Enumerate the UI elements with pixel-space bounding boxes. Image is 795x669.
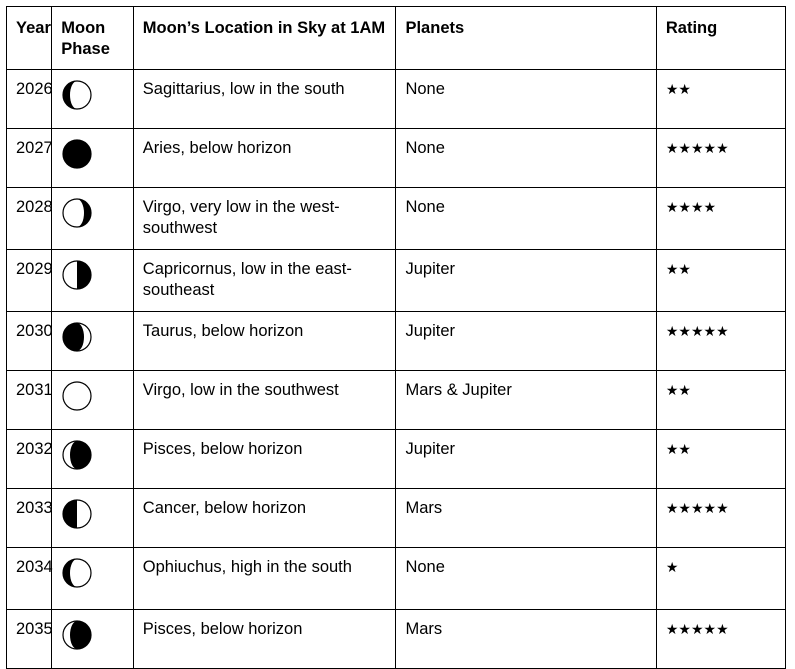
star-rating: ★★	[665, 82, 691, 98]
table-row	[7, 312, 786, 371]
planets-cell: None	[396, 129, 656, 188]
moon-phase-cell	[52, 250, 134, 312]
header-year: Year	[7, 7, 52, 70]
star-rating: ★★★★★	[665, 622, 729, 638]
full-moon-icon	[61, 380, 93, 412]
rating-cell	[656, 430, 785, 489]
waning-crescent-moon-icon	[61, 321, 93, 353]
table-row	[7, 489, 786, 548]
rating-cell	[656, 489, 785, 548]
star-rating: ★★	[665, 262, 691, 278]
star-rating: ★★★★★	[665, 141, 729, 157]
header-moon-location: Moon’s Location in Sky at 1AM	[133, 7, 396, 70]
rating-cell	[656, 312, 785, 371]
moon-phase-cell	[52, 70, 134, 129]
rating-cell	[656, 548, 785, 610]
table-row	[7, 250, 786, 312]
year-cell: 2032	[7, 430, 52, 489]
moon-phase-cell	[52, 129, 134, 188]
planets-cell: Mars	[396, 610, 656, 669]
moon-location-cell: Virgo, low in the southwest	[133, 371, 396, 430]
star-rating: ★★★★★	[665, 501, 729, 517]
moon-location-cell: Ophiuchus, high in the south	[133, 548, 396, 610]
header-planets: Planets	[396, 7, 656, 70]
table-row	[7, 610, 786, 669]
moon-location-cell: Cancer, below horizon	[133, 489, 396, 548]
moon-location-cell: Sagittarius, low in the south	[133, 70, 396, 129]
table-row	[7, 371, 786, 430]
table-row	[7, 548, 786, 610]
moon-phase-cell	[52, 548, 134, 610]
moon-location-cell: Aries, below horizon	[133, 129, 396, 188]
star-rating: ★★★★★	[665, 324, 729, 340]
moon-phase-cell	[52, 489, 134, 548]
table-row	[7, 430, 786, 489]
moon-location-cell: Taurus, below horizon	[133, 312, 396, 371]
year-cell: 2034	[7, 548, 52, 610]
star-rating: ★	[665, 560, 679, 576]
header-moon-phase: Moon Phase	[52, 7, 134, 70]
star-rating: ★★★★	[665, 200, 717, 216]
planets-cell: None	[396, 188, 656, 250]
planets-cell: Mars	[396, 489, 656, 548]
table-row	[7, 188, 786, 250]
header-rating: Rating	[656, 7, 785, 70]
year-cell: 2031	[7, 371, 52, 430]
table-header-row	[7, 7, 786, 70]
year-cell: 2033	[7, 489, 52, 548]
moon-location-cell: Pisces, below horizon	[133, 430, 396, 489]
year-cell: 2027	[7, 129, 52, 188]
waning-gibbous-moon-icon	[61, 79, 93, 111]
planets-cell: None	[396, 548, 656, 610]
waxing-crescent-moon-icon	[61, 619, 93, 651]
planets-cell: Jupiter	[396, 430, 656, 489]
moon-phase-cell	[52, 610, 134, 669]
planets-cell: None	[396, 70, 656, 129]
moon-location-cell: Pisces, below horizon	[133, 610, 396, 669]
rating-cell	[656, 129, 785, 188]
star-rating: ★★	[665, 383, 691, 399]
year-cell: 2029	[7, 250, 52, 312]
year-cell: 2028	[7, 188, 52, 250]
star-rating: ★★	[665, 442, 691, 458]
year-cell: 2035	[7, 610, 52, 669]
moon-phase-cell	[52, 312, 134, 371]
moon-phase-cell	[52, 430, 134, 489]
table-row	[7, 129, 786, 188]
planets-cell: Jupiter	[396, 312, 656, 371]
planets-cell: Mars & Jupiter	[396, 371, 656, 430]
waxing-crescent-moon-icon	[61, 439, 93, 471]
new-moon-icon	[61, 138, 93, 170]
last-quarter-moon-icon	[61, 498, 93, 530]
moon-location-cell: Capricornus, low in the east-southeast	[133, 250, 396, 312]
moon-location-cell: Virgo, very low in the west-southwest	[133, 188, 396, 250]
first-quarter-moon-icon	[61, 259, 93, 291]
rating-cell	[656, 70, 785, 129]
year-cell: 2026	[7, 70, 52, 129]
waning-gibbous-moon-icon	[61, 557, 93, 589]
moon-phase-cell	[52, 188, 134, 250]
rating-cell	[656, 610, 785, 669]
rating-cell	[656, 188, 785, 250]
planets-cell: Jupiter	[396, 250, 656, 312]
moon-phase-cell	[52, 371, 134, 430]
table-body	[7, 70, 786, 669]
table-row	[7, 70, 786, 129]
meteor-shower-table	[6, 6, 786, 669]
rating-cell	[656, 371, 785, 430]
waxing-gibbous-moon-icon	[61, 197, 93, 229]
year-cell: 2030	[7, 312, 52, 371]
rating-cell	[656, 250, 785, 312]
